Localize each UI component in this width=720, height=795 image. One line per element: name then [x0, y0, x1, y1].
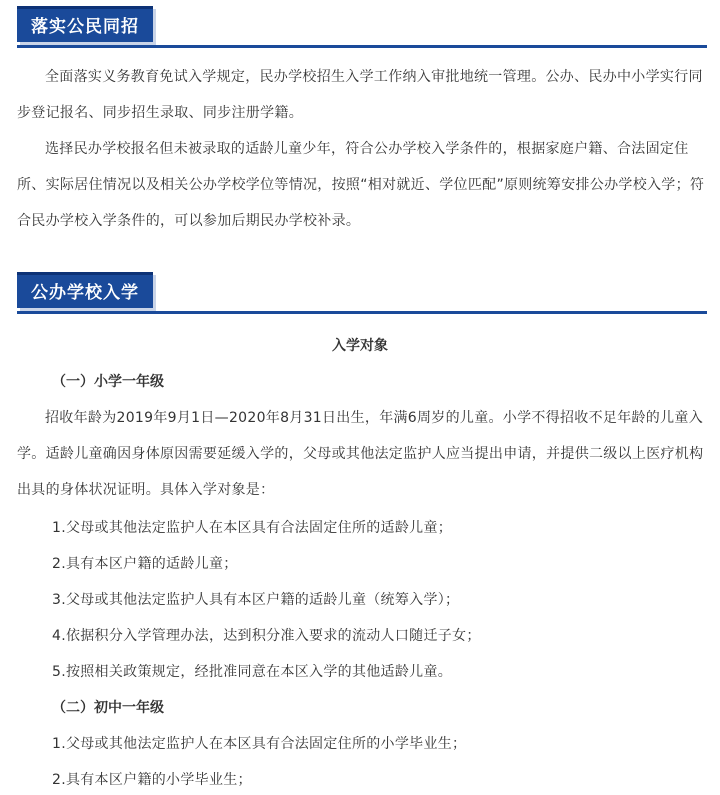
list-item: 5.按照相关政策规定，经批准同意在本区入学的其他适龄儿童。	[52, 664, 453, 680]
list-item: 2.具有本区户籍的适龄儿童；	[52, 556, 238, 572]
section-header-2	[17, 272, 153, 308]
section-title-2: 公办学校入学	[17, 272, 153, 308]
header-underline-2	[17, 311, 707, 314]
header-underline-1	[17, 45, 707, 48]
list-item: 4.依据积分入学管理办法，达到积分准入要求的流动人口随迁子女；	[52, 628, 481, 644]
paragraph-1: 全面落实义务教育免试入学规定，民办学校招生入学工作纳入审批地统一管理。公办、民办中小学实行同步登记报名、同步招生录取、同步注册学籍。	[17, 69, 703, 121]
subtitle-enrollment-target: 入学对象	[332, 338, 388, 354]
list-item: 1.父母或其他法定监护人在本区具有合法固定住所的适龄儿童；	[52, 520, 453, 536]
list-item: 2.具有本区户籍的小学毕业生；	[52, 772, 252, 788]
section-header-1	[17, 6, 153, 42]
paragraph-2: 选择民办学校报名但未被录取的适龄儿童少年，符合公办学校入学条件的，根据家庭户籍、合法固定住所、实际居住情况以及相关公办学校学位等情况，按照“相对就近、学位匹配”原则统筹安排公办学校入学；符合民办学校入学条件的，可以参加后期民办学校补录。	[17, 141, 705, 229]
heading-middle-grade1: （二）初中一年级	[52, 700, 164, 716]
section-title-1: 落实公民同招	[17, 6, 153, 42]
heading-primary-grade1: （一）小学一年级	[52, 374, 164, 390]
paragraph-primary: 招收年龄为2019年9月1日—2020年8月31日出生，年满6周岁的儿童。小学不得招收不足年龄的儿童入学。适龄儿童确因身体原因需要延缓入学的，父母或其他法定监护人应当提出申请，并提供二级以上医疗机构出具的身体状况证明。具体入学对象是：	[17, 410, 704, 498]
list-item: 3.父母或其他法定监护人具有本区户籍的适龄儿童（统筹入学）；	[52, 592, 460, 608]
list-item: 1.父母或其他法定监护人在本区具有合法固定住所的小学毕业生；	[52, 736, 467, 752]
